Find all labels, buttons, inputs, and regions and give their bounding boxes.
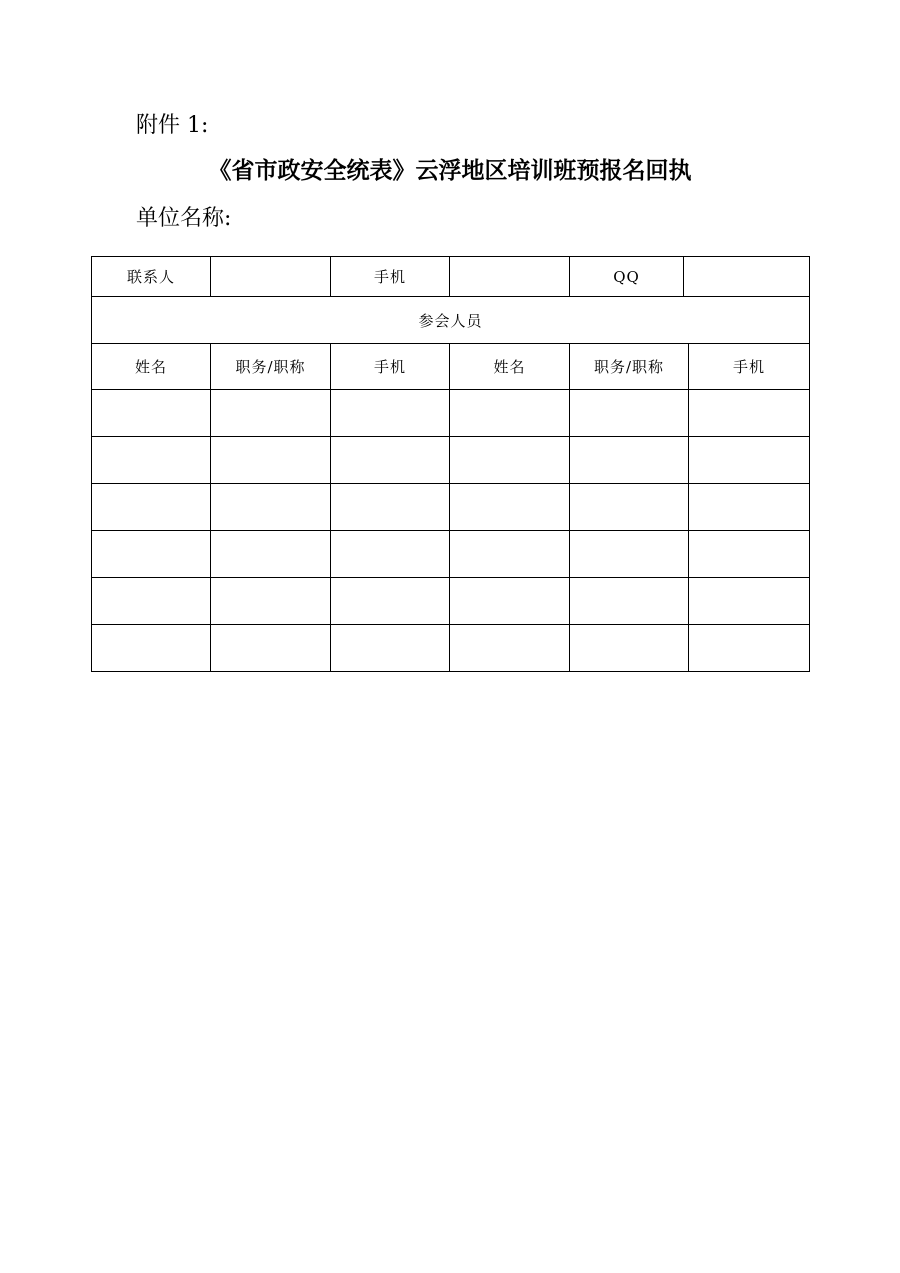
name-field[interactable] [450, 484, 570, 531]
column-header-row [92, 344, 810, 390]
title-field[interactable] [570, 578, 689, 625]
qq-cell [570, 257, 810, 297]
title-field[interactable] [211, 578, 331, 625]
title-field[interactable] [570, 484, 689, 531]
phone-field[interactable] [689, 531, 810, 578]
contact-row [92, 257, 810, 297]
attendees-heading: 参会人员 [92, 297, 810, 344]
attachment-label: 附件 1: [136, 113, 209, 138]
phone-field[interactable] [689, 484, 810, 531]
title-field[interactable] [211, 390, 331, 437]
title-field[interactable] [211, 531, 331, 578]
column-header-title: 职务/职称 [570, 344, 689, 390]
name-field[interactable] [450, 578, 570, 625]
table-row [92, 625, 810, 672]
column-header-name: 姓名 [450, 344, 570, 390]
title-field[interactable] [211, 625, 331, 672]
attendees-heading-row [92, 297, 810, 344]
table-row [92, 437, 810, 484]
title-field[interactable] [570, 625, 689, 672]
column-header-title: 职务/职称 [211, 344, 331, 390]
contact-person-field[interactable] [211, 257, 331, 297]
name-field[interactable] [92, 625, 211, 672]
table-row [92, 484, 810, 531]
name-field[interactable] [450, 390, 570, 437]
phone-field[interactable] [331, 625, 450, 672]
table-row [92, 578, 810, 625]
column-header-phone: 手机 [689, 344, 810, 390]
title-field[interactable] [570, 390, 689, 437]
table-row [92, 390, 810, 437]
phone-field[interactable] [331, 437, 450, 484]
contact-phone-label: 手机 [331, 257, 450, 297]
column-header-name: 姓名 [92, 344, 211, 390]
title-field[interactable] [570, 437, 689, 484]
unit-name-label: 单位名称: [136, 206, 232, 231]
name-field[interactable] [450, 437, 570, 484]
phone-field[interactable] [331, 484, 450, 531]
name-field[interactable] [92, 578, 211, 625]
qq-label: QQ [570, 257, 684, 296]
name-field[interactable] [92, 484, 211, 531]
title-field[interactable] [211, 437, 331, 484]
contact-phone-field[interactable] [450, 257, 570, 297]
name-field[interactable] [450, 625, 570, 672]
table-row [92, 531, 810, 578]
phone-field[interactable] [331, 531, 450, 578]
contact-person-label: 联系人 [92, 257, 211, 297]
phone-field[interactable] [689, 437, 810, 484]
title-field[interactable] [570, 531, 689, 578]
qq-field[interactable] [684, 257, 809, 296]
name-field[interactable] [92, 390, 211, 437]
name-field[interactable] [92, 531, 211, 578]
name-field[interactable] [450, 531, 570, 578]
document-title: 《省市政安全统表》云浮地区培训班预报名回执 [208, 158, 692, 184]
phone-field[interactable] [331, 390, 450, 437]
name-field[interactable] [92, 437, 211, 484]
phone-field[interactable] [331, 578, 450, 625]
phone-field[interactable] [689, 578, 810, 625]
phone-field[interactable] [689, 390, 810, 437]
registration-table [91, 256, 810, 672]
title-field[interactable] [211, 484, 331, 531]
column-header-phone: 手机 [331, 344, 450, 390]
phone-field[interactable] [689, 625, 810, 672]
